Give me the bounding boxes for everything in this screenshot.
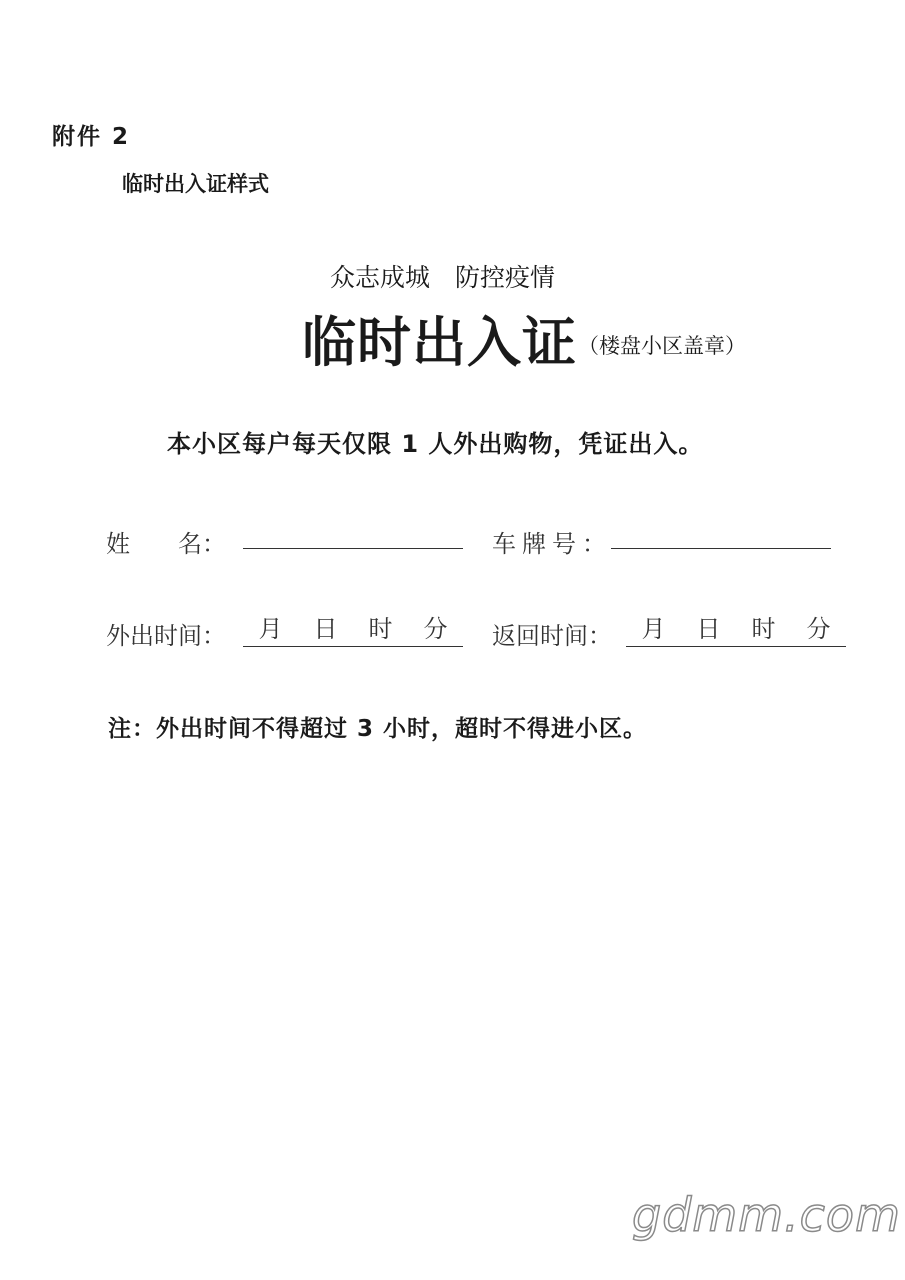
rule-text: 本小区每户每天仅限 1 人外出购物，凭证出入。: [167, 430, 704, 458]
out-hour-unit: 时: [368, 615, 393, 643]
out-time-label: 外出时间：: [106, 622, 226, 650]
attachment-label: 附件 2: [52, 124, 131, 150]
out-month-unit: 月: [258, 615, 283, 643]
name-label: 姓 名：: [106, 530, 226, 558]
plate-label: 车牌号：: [492, 530, 612, 558]
out-day-unit: 日: [313, 615, 338, 643]
return-time-label: 返回时间：: [492, 622, 612, 650]
name-field[interactable]: [243, 548, 463, 549]
return-minute-unit: 分: [806, 615, 831, 643]
stamp-note: （楼盘小区盖章）: [578, 334, 746, 358]
out-time-field[interactable]: [243, 614, 463, 647]
return-day-unit: 日: [696, 615, 721, 643]
return-month-unit: 月: [641, 615, 666, 643]
sample-title: 临时出入证样式: [122, 172, 269, 196]
pass-title: 临时出入证: [302, 311, 577, 374]
plate-field[interactable]: [611, 548, 831, 549]
note-text: 注：外出时间不得超过 3 小时，超时不得进小区。: [108, 716, 648, 742]
return-hour-unit: 时: [751, 615, 776, 643]
out-minute-unit: 分: [423, 615, 448, 643]
slogan: 众志成城 防控疫情: [330, 263, 556, 292]
watermark: gdmm.com: [632, 1188, 901, 1242]
return-time-field[interactable]: [626, 614, 846, 647]
